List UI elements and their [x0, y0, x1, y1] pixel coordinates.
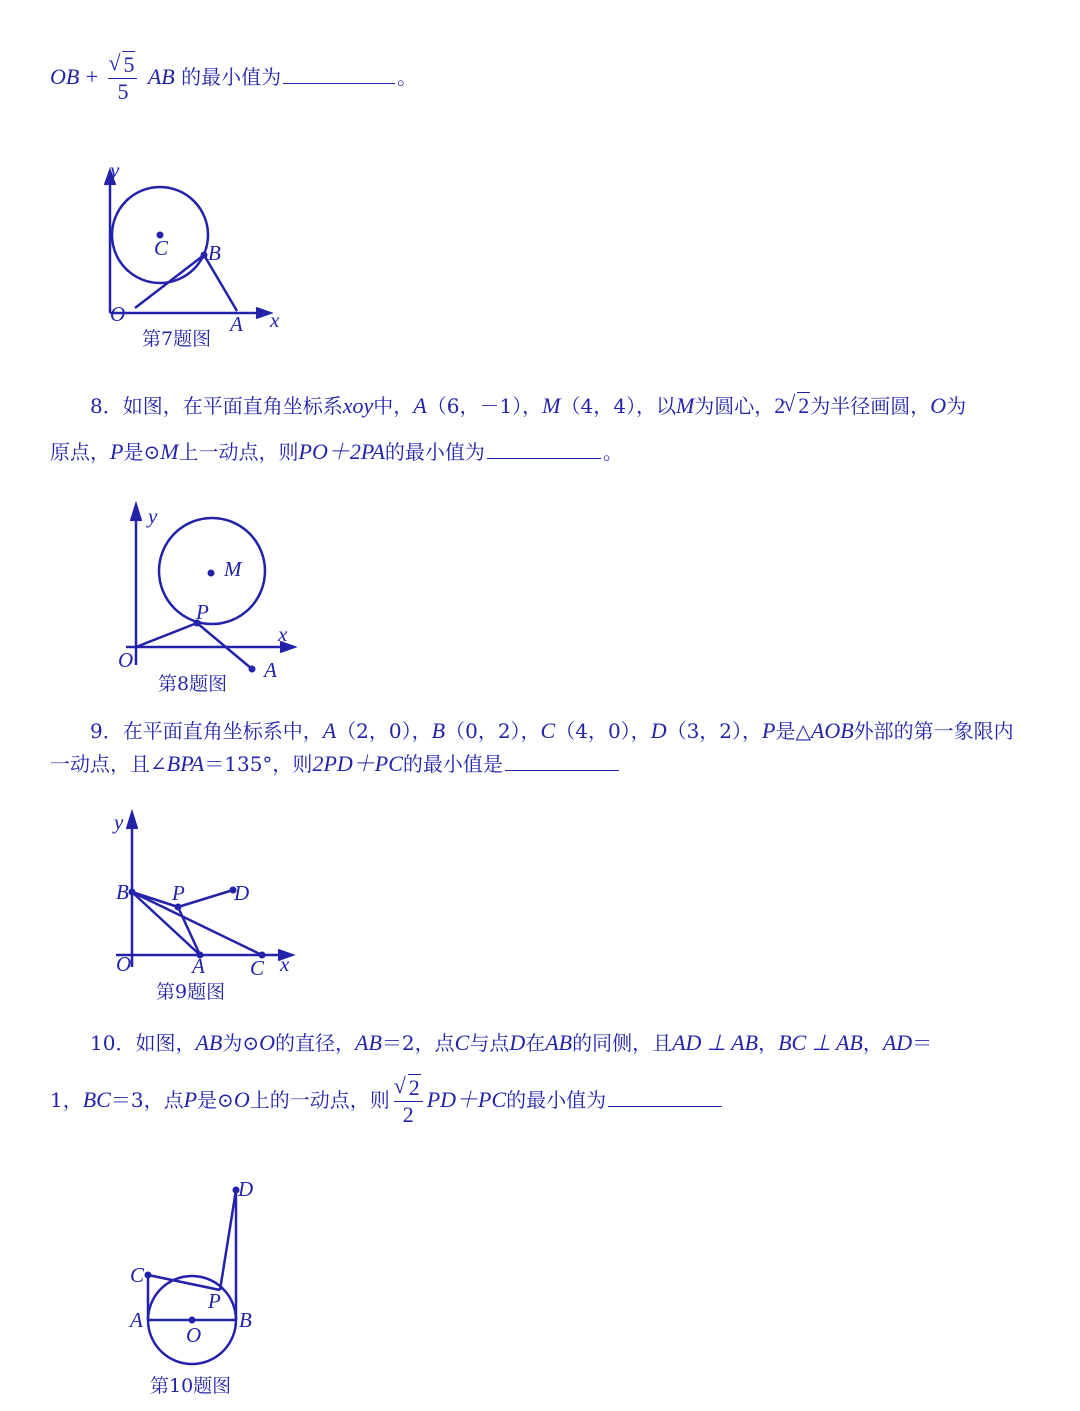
q10-l2-text5: 的最小值为 — [506, 1088, 607, 1112]
q10-ab3: AB — [545, 1030, 573, 1055]
q10-bc: BC — [82, 1087, 111, 1112]
q10-coefficient — [394, 1075, 423, 1128]
q9-bpa: BPA — [166, 751, 205, 776]
q7-ab: AB — [147, 64, 175, 89]
q8-figure — [110, 495, 310, 705]
q8-line2 — [50, 438, 623, 466]
q7-figure — [100, 155, 300, 355]
q10-text3: ＝2，点 — [381, 1031, 455, 1055]
q8-end: 。 — [602, 440, 623, 464]
q9-number: 9．在平面直角坐标系中， — [90, 719, 323, 743]
q8-text: 中， — [373, 394, 414, 418]
q8-label-m: M — [224, 557, 242, 581]
q7-label-b: B — [208, 241, 221, 265]
q9-label-y: y — [114, 810, 124, 834]
q10-o: O — [259, 1030, 275, 1055]
q7-point-b — [201, 252, 208, 259]
q8-point-a — [249, 666, 256, 673]
q9-l2-text3: 的最小值是 — [402, 752, 503, 776]
q10-l2-text: 1， — [50, 1088, 83, 1112]
q7-answer-blank[interactable] — [283, 65, 395, 84]
q10-text: 为⊙ — [222, 1031, 260, 1055]
q8-radius-sqrt — [785, 392, 810, 420]
q9-label-p: P — [172, 881, 185, 905]
q8-a: A — [413, 393, 427, 418]
q8-label-x: x — [278, 622, 288, 646]
q7-coef-den: 5 — [117, 79, 129, 104]
q9-expr: 2PD＋PC — [312, 751, 403, 776]
q10-expr: PD＋PC — [426, 1087, 507, 1112]
q7-coefficient — [108, 52, 137, 105]
q10-d: D — [509, 1030, 526, 1055]
q9-a: A — [322, 718, 337, 743]
q10-number: 10．如图， — [90, 1031, 196, 1055]
q9-segment-pd — [178, 890, 233, 907]
q10-label-b: B — [239, 1308, 252, 1332]
q10-ad: AD — [882, 1030, 913, 1055]
q9-point-b — [129, 889, 136, 896]
q9-segment-pa — [178, 907, 200, 955]
q8-line1 — [90, 392, 966, 420]
q8-label-a: A — [264, 658, 277, 682]
q9-label-x: x — [280, 952, 290, 976]
q9-d-coord: （3，2）， — [666, 719, 763, 743]
q8-m-coord: （4，4），以 — [560, 394, 676, 418]
q9-label-b: B — [116, 880, 129, 904]
q9-c-coord: （4，0）， — [555, 719, 651, 743]
q9-label-c: C — [250, 956, 265, 980]
q9-a-coord: （2，0）， — [336, 719, 432, 743]
q10-text8: ＝ — [912, 1031, 933, 1055]
q9-figure — [108, 805, 308, 1010]
q7-plus: + — [85, 64, 99, 89]
q8-text2: 为圆心， — [694, 394, 775, 418]
q8-radius-coef: 2 — [774, 393, 786, 418]
q10-l2-o: O — [233, 1087, 250, 1112]
q8-y-arrow — [131, 505, 141, 521]
q8-point-m — [208, 570, 215, 577]
q8-label-o: O — [118, 648, 134, 672]
q10-label-p: P — [208, 1289, 221, 1313]
q9-line2 — [50, 750, 621, 778]
q8-l2-text: 原点， — [50, 440, 110, 464]
q10-sep: ， — [758, 1031, 779, 1055]
q7-ob: OB — [50, 64, 80, 89]
q9-y-arrow — [127, 813, 137, 829]
q10-text2: 的直径， — [275, 1031, 355, 1055]
q7-coef-num: 5 — [123, 52, 135, 77]
q8-l2-text4: 的最小值为 — [384, 440, 485, 464]
q7-caption: 第7题图 — [142, 328, 212, 350]
q10-line1 — [90, 1029, 932, 1057]
q7-label-x: x — [270, 308, 280, 332]
q10-l2-text3: 是⊙ — [197, 1088, 234, 1112]
q8-segment-po — [136, 623, 197, 647]
q7-label-y: y — [110, 158, 120, 182]
q7-end: 。 — [397, 65, 418, 89]
q10-text7: ， — [862, 1031, 883, 1055]
q10-label-c: C — [130, 1263, 145, 1287]
q9-p: P — [762, 718, 776, 743]
q8-text4: 为 — [946, 394, 967, 418]
q10-c: C — [454, 1030, 470, 1055]
q10-figure — [118, 1170, 298, 1400]
q10-coef-den: 2 — [402, 1102, 414, 1127]
q9-caption: 第9题图 — [156, 981, 226, 1003]
q8-answer-blank[interactable] — [487, 440, 601, 459]
q10-segment-pd — [220, 1190, 236, 1290]
q8-xoy: xoy — [342, 393, 374, 418]
q10-coef-num: 2 — [408, 1075, 420, 1100]
q7-x-arrow — [256, 308, 270, 318]
q9-line1 — [90, 717, 1014, 745]
q7-answer-line — [50, 52, 417, 112]
q8-radius-rad: 2 — [798, 393, 810, 418]
q8-l2-text2: 是⊙ — [123, 440, 161, 464]
q9-label-d: D — [234, 881, 250, 905]
q8-l2-m: M — [160, 439, 179, 464]
q9-aob: AOB — [810, 718, 854, 743]
q10-caption: 第10题图 — [150, 1375, 232, 1397]
q8-a-coord: （6，－1）， — [426, 394, 543, 418]
q8-label-y: y — [148, 504, 158, 528]
q9-label-o: O — [116, 952, 132, 976]
q9-answer-blank[interactable] — [505, 752, 619, 771]
q9-d: D — [650, 718, 667, 743]
q10-perp2: BC ⊥ AB — [778, 1030, 863, 1055]
q8-m2: M — [675, 393, 695, 418]
q8-caption: 第8题图 — [158, 673, 228, 695]
q10-line2 — [50, 1075, 724, 1135]
q10-point-c — [145, 1272, 152, 1279]
q9-b: B — [431, 718, 446, 743]
q8-number: 8．如图，在平面直角坐标系 — [90, 394, 343, 418]
q10-label-a: A — [130, 1308, 143, 1332]
q7-label-a: A — [230, 312, 243, 336]
q10-ab2: AB — [355, 1030, 382, 1055]
q9-text: 是△ — [775, 719, 811, 743]
q10-label-o: O — [186, 1323, 202, 1347]
q7-label-c: C — [154, 236, 169, 260]
q9-l2-text: 一动点，且∠ — [50, 752, 167, 776]
q10-answer-blank[interactable] — [608, 1088, 722, 1107]
q9-segment-ba — [132, 892, 200, 955]
q10-perp1: AD ⊥ AB — [672, 1030, 759, 1055]
q8-expr: PO＋2PA — [298, 439, 385, 464]
q10-l2-text4: 上的一动点，则 — [249, 1088, 390, 1112]
q9-l2-text2: ＝135°，则 — [204, 752, 313, 776]
q9-label-a: A — [192, 954, 205, 978]
q8-p: P — [110, 439, 124, 464]
q10-ab: AB — [195, 1030, 223, 1055]
q7-label-o: O — [110, 302, 126, 326]
q9-c: C — [540, 718, 556, 743]
q9-text2: 外部的第一象限内 — [853, 719, 1014, 743]
q8-m: M — [542, 393, 561, 418]
q8-label-p: P — [196, 600, 209, 624]
q8-o: O — [930, 393, 947, 418]
q10-text6: 的同侧，且 — [572, 1031, 673, 1055]
q10-label-d: D — [238, 1177, 254, 1201]
q10-text4: 与点 — [469, 1031, 510, 1055]
q8-text3: 为半径画圆， — [810, 394, 931, 418]
q10-l2-text2: ＝3，点 — [110, 1088, 184, 1112]
q7-text: 的最小值为 — [181, 65, 282, 89]
q9-b-coord: （0，2）， — [445, 719, 541, 743]
q10-p: P — [183, 1087, 198, 1112]
q10-text5: 在 — [525, 1031, 546, 1055]
q8-l2-text3: 上一动点，则 — [178, 440, 299, 464]
